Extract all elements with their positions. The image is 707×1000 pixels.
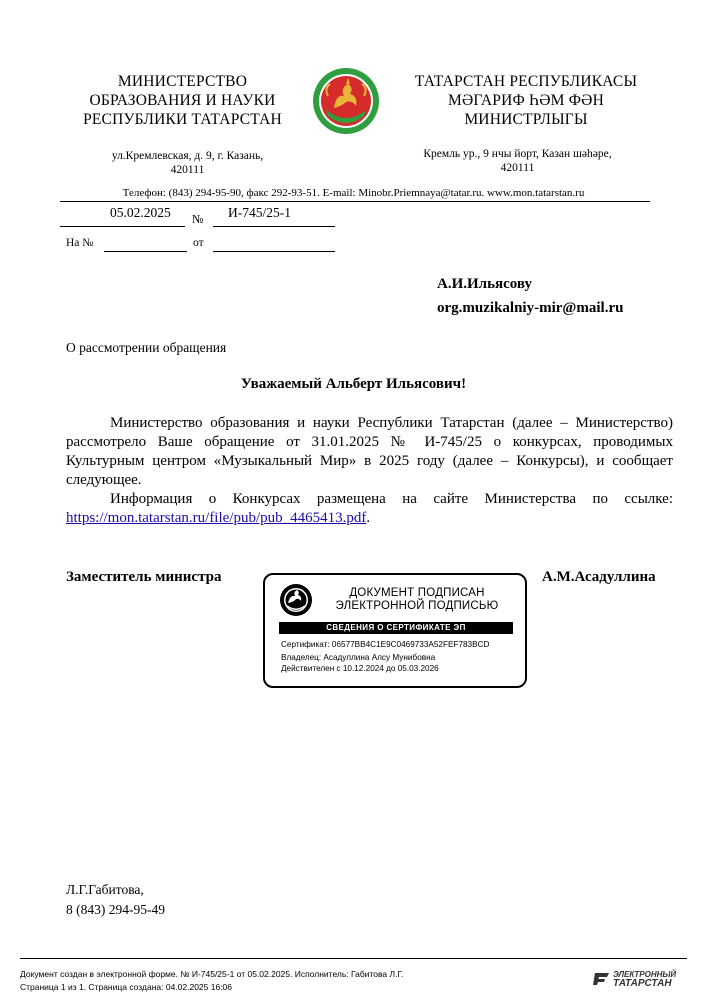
ref-date-underline [213, 251, 335, 252]
tatarstan-emblem-icon [310, 66, 382, 136]
greeting: Уважаемый Альберт Ильясович! [240, 376, 467, 392]
electronic-tatarstan-logo [593, 970, 688, 990]
org-name-tt-line: МӘГАРИФ ҺӘМ ФӘН [448, 92, 604, 109]
subject-line: О рассмотрении обращения [66, 340, 227, 355]
body-paragraph [66, 490, 673, 528]
recipient-block [437, 272, 623, 320]
stamp-title-line: ЭЛЕКТРОННОЙ ПОДПИСЬЮ [335, 600, 499, 612]
logo-line: ЭЛЕКТРОННЫЙ [613, 970, 677, 979]
number-underline [213, 226, 335, 227]
org-name-tt-line: ТАТАРСТАН РЕСПУБЛИКАСЫ [414, 73, 638, 90]
executor-name: Л.Г.Габитова, [66, 882, 144, 897]
stamp-emblem-icon [279, 583, 313, 617]
address-tt-line: 420111 [500, 162, 535, 174]
logo-line: ТАТАРСТАН [613, 978, 672, 989]
document-date: 05.02.2025 [110, 205, 171, 220]
footer-info [20, 968, 403, 994]
from-label: от [193, 237, 204, 249]
signer-name: А.М.Асадуллина [542, 569, 656, 585]
number-sign: № [192, 212, 204, 226]
org-name-ru-line: РЕСПУБЛИКИ ТАТАРСТАН [83, 111, 282, 128]
address-ru [95, 149, 280, 177]
org-name-ru-line: ОБРАЗОВАНИЯ И НАУКИ [89, 92, 276, 109]
body-paragraph: Министерство образования и науки Республики Татарстан (далее – Министерство) рассмотрело Ваше обращение от 31.01.2025 № И-745/25 о конкурсах, проводимых Культурным центром «Музыкальный Мир» в 2025 году (далее – Конкурсы), и сообщает следующее. [66, 415, 673, 488]
org-name-tt-line: МИНИСТРЛЫГЫ [464, 111, 588, 128]
stamp-owner: Владелец: Асадуллина Алсу Мунибовна [281, 653, 436, 662]
footer-line: Страница 1 из 1. Страница создана: 04.02.2025 16:06 [20, 982, 233, 992]
stamp-title [319, 587, 515, 613]
stamp-title-line: ДОКУМЕНТ ПОДПИСАН [349, 587, 485, 599]
footer-divider [20, 958, 687, 959]
electronic-tatarstan-logo-icon [593, 970, 611, 988]
electronic-tatarstan-logo-text [613, 970, 676, 989]
body-paragraph-end: . [366, 510, 371, 526]
ref-number-underline [104, 251, 187, 252]
stamp-certificate-header: СВЕДЕНИЯ О СЕРТИФИКАТЕ ЭП [279, 622, 513, 634]
recipient-name: А.И.Ильясову [437, 276, 533, 292]
date-underline [60, 226, 185, 227]
address-ru-line: ул.Кремлевская, д. 9, г. Казань, [111, 150, 264, 162]
recipient-email: org.muzikalniy-mir@mail.ru [437, 300, 624, 316]
org-name-ru [60, 72, 305, 129]
document-number: И-745/25-1 [228, 205, 291, 220]
signer-position: Заместитель министра [66, 569, 222, 585]
address-tt-line: Кремль ур., 9 нчы йорт, Казан шәһәре, [423, 148, 612, 160]
executor-phone: 8 (843) 294-95-49 [66, 902, 165, 917]
stamp-validity: Действителен с 10.12.2024 до 05.03.2026 [281, 664, 439, 673]
footer-line: Документ создан в электронной форме. № И-745/25-1 от 05.02.2025. Исполнитель: Габитова Л.Г. [20, 969, 404, 979]
stamp-certificate: Сертификат: 06577BB4C1E9C0469733A52FEF783BCD [281, 640, 490, 649]
address-tt [405, 147, 630, 175]
org-name-ru-line: МИНИСТЕРСТВО [117, 73, 248, 90]
org-name-tt [395, 72, 657, 129]
document-link[interactable]: https://mon.tatarstan.ru/file/pub/pub_4465413.pdf [66, 510, 367, 526]
e-signature-stamp [263, 573, 527, 688]
contacts-line: Телефон: (843) 294-95-90, факс 292-93-51. E-mail: Minobr.Priemnaya@tatar.ru. www.mon.tatarstan.ru [122, 187, 585, 199]
letter-body [66, 414, 673, 528]
address-ru-line: 420111 [170, 164, 205, 176]
executor-block [66, 880, 165, 920]
header-divider [60, 201, 650, 202]
ref-label: На № [66, 237, 94, 249]
body-paragraph-text: Информация о Конкурсах размещена на сайте Министерства по ссылке: [110, 491, 673, 507]
